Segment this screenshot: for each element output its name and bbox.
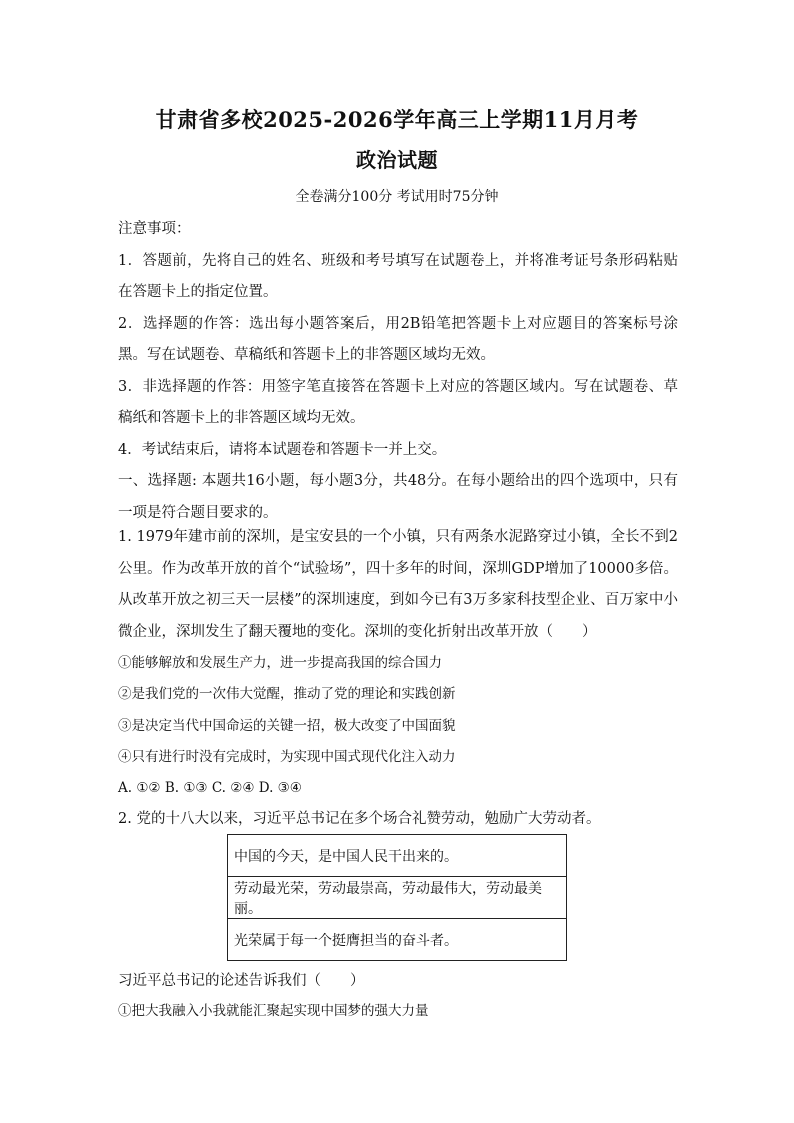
question-option: ③是决定当代中国命运的关键一招，极大改变了中国面貌	[118, 718, 456, 734]
answer-choices: A. ①② B. ①③ C. ②④ D. ③④	[118, 780, 302, 796]
exam-title: 甘肃省多校2025-2026学年高三上学期11月月考	[155, 107, 639, 132]
section-intro: 一、选择题: 本题共16小题，每小题3分，共48分。在每小题给出的四个选项中，只有一项是符合题目要求的。	[118, 473, 678, 521]
notice-item: 4．考试结束后，请将本试题卷和答题卡一并上交。	[118, 441, 447, 458]
exam-meta: 全卷满分100分 考试用时75分钟	[295, 189, 499, 205]
notice-item: 1．答题前，先将自己的姓名、班级和考号填写在试题卷上，并将准考证号条形码粘贴在答题卡上的指定位置。	[118, 252, 678, 300]
table-row	[228, 835, 567, 877]
table-row	[228, 919, 567, 961]
notice-heading: 注意事项：	[118, 221, 191, 237]
question-option: ①把大我融入小我就能汇聚起实现中国梦的强大力量	[118, 1003, 429, 1019]
question-stem: 2. 党的十八大以来，习近平总书记在多个场合礼赞劳动，勉励广大劳动者。	[118, 811, 601, 827]
question-option: ④只有进行时没有完成时，为实现中国式现代化注入动力	[118, 749, 456, 765]
quote-cell: 光荣属于每一个挺膺担当的奋斗者。	[228, 919, 567, 961]
notice-section	[118, 214, 678, 529]
question-option: ①能够解放和发展生产力，进一步提高我国的综合国力	[118, 655, 442, 671]
question-prompt: 习近平总书记的论述告诉我们（ ）	[118, 973, 365, 989]
quote-table	[227, 834, 567, 961]
exam-subject: 政治试题	[356, 148, 438, 172]
notice-item: 3．非选择题的作答：用签字笔直接答在答题卡上对应的答题区域内。写在试题卷、草稿纸和答题卡上的非答题区域均无效。	[118, 378, 678, 426]
table-row	[228, 877, 567, 919]
quote-cell: 中国的今天，是中国人民干出来的。	[228, 835, 567, 877]
quote-cell: 劳动最光荣，劳动最崇高，劳动最伟大，劳动最美丽。	[228, 877, 567, 919]
question-option: ②是我们党的一次伟大觉醒，推动了党的理论和实践创新	[118, 686, 456, 702]
question-stem: 1. 1979年建市前的深圳，是宝安县的一个小镇，只有两条水泥路穿过小镇，全长不到2公里。作为改革开放的首个“试验场”，四十多年的时间，深圳GDP增加了10000多倍。从改革开放之初三天一层楼”的深圳速度，到如今已有3万多家科技型企业、百万家中小微企业，深圳发生了翻天覆地的变化。深圳的变化折射出改革开放（ ）	[118, 529, 678, 640]
question-1	[118, 522, 678, 648]
notice-item: 2．选择题的作答：选出每小题答案后，用2B铅笔把答题卡上对应题目的答案标号涂黑。写在试题卷、草稿纸和答题卡上的非答题区域均无效。	[118, 315, 678, 363]
